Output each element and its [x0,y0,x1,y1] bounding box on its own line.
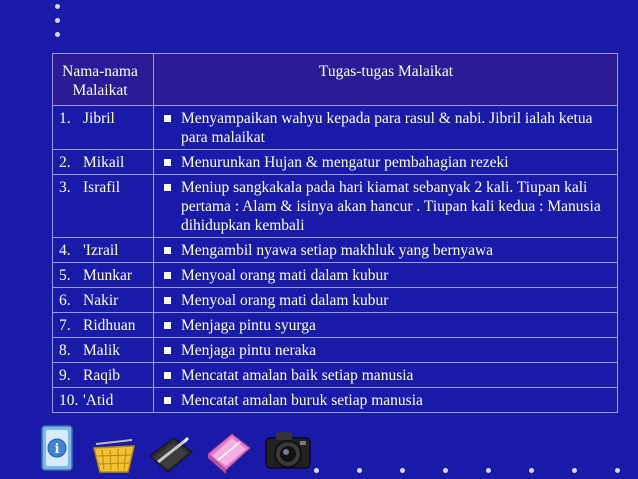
row-number: 10. [59,392,79,409]
square-bullet-icon [164,297,171,304]
decorative-dots-bottom [314,468,634,474]
row-number: 4. [59,242,71,259]
table-row [53,313,618,338]
angel-name-cell [53,363,154,388]
angel-task-cell [154,338,618,363]
angel-task: Menyoal orang mati dalam kubur [181,267,389,284]
table-row [53,238,618,263]
square-bullet-icon [164,115,171,122]
notebook-pen-icon[interactable] [144,428,196,476]
angel-name: Malik [83,342,121,359]
square-bullet-icon [164,159,171,166]
angel-name: 'Atid [83,392,114,409]
angel-task: Menurunkan Hujan & mengatur pembahagian rezeki [181,154,509,171]
table-row [53,363,618,388]
angel-task: Menjaga pintu syurga [181,317,316,334]
row-number: 6. [59,292,71,309]
row-number: 2. [59,154,71,171]
angel-task: Mencatat amalan baik setiap manusia [181,367,414,384]
table-row [53,150,618,175]
square-bullet-icon [164,322,171,329]
row-number: 9. [59,367,71,384]
angel-name-cell [53,263,154,288]
square-bullet-icon [164,272,171,279]
table-row [53,338,618,363]
info-icon[interactable] [36,422,82,476]
angel-task-cell [154,263,618,288]
angel-task-cell [154,388,618,413]
camera-icon[interactable] [262,422,318,476]
angels-table [52,53,618,413]
decorative-dots-top [55,4,63,46]
square-bullet-icon [164,347,171,354]
table-row [53,288,618,313]
angel-name: Israfil [83,179,121,196]
basket-icon[interactable] [88,426,140,476]
table-row [53,388,618,413]
angel-task-cell [154,363,618,388]
angel-name-cell [53,338,154,363]
angel-name-cell [53,238,154,263]
row-number: 3. [59,179,71,196]
angel-task-cell [154,238,618,263]
angel-name: 'Izrail [83,242,119,259]
square-bullet-icon [164,397,171,404]
angel-task-cell [154,150,618,175]
square-bullet-icon [164,184,171,191]
angel-task: Menyoal orang mati dalam kubur [181,292,389,309]
angel-task: Mencatat amalan buruk setiap manusia [181,392,423,409]
angel-name: Mikail [83,154,125,171]
row-number: 7. [59,317,71,334]
square-bullet-icon [164,247,171,254]
angel-name: Ridhuan [83,317,136,334]
angel-name: Munkar [83,267,133,284]
row-number: 1. [59,110,71,127]
angel-task: Menyampaikan wahyu kepada para rasul & nabi. Jibril ialah ketua para malaikat [181,110,593,146]
angel-name-cell [53,106,154,150]
svg-text:i: i [54,442,60,457]
angel-name-cell [53,150,154,175]
angel-name-cell [53,313,154,338]
angel-task-cell [154,106,618,150]
row-number: 5. [59,267,71,284]
taskbar-icons [36,418,326,478]
angel-name: Raqib [83,367,121,384]
angel-task: Mengambil nyawa setiap makhluk yang bernyawa [181,242,494,259]
table-row [53,106,618,150]
angel-task-cell [154,313,618,338]
angel-name-cell [53,388,154,413]
angel-task-cell [154,175,618,238]
header-names: Nama-nama Malaikat [53,54,154,106]
angel-task-cell [154,288,618,313]
row-number: 8. [59,342,71,359]
pink-notebook-icon[interactable] [202,426,254,476]
table-row [53,175,618,238]
angel-task: Meniup sangkakala pada hari kiamat sebanyak 2 kali. Tiupan kali pertama : Alam & isinya akan hancur . Tiupan kali kedua : Manusia dihidupkan kembali [181,179,601,234]
angel-name: Jibril [83,110,115,127]
table-header-row [53,54,618,106]
angel-name-cell [53,175,154,238]
square-bullet-icon [164,372,171,379]
header-tasks: Tugas-tugas Malaikat [154,54,618,106]
angel-task: Menjaga pintu neraka [181,342,317,359]
angel-name: Nakir [83,292,119,309]
table-row [53,263,618,288]
angel-name-cell [53,288,154,313]
